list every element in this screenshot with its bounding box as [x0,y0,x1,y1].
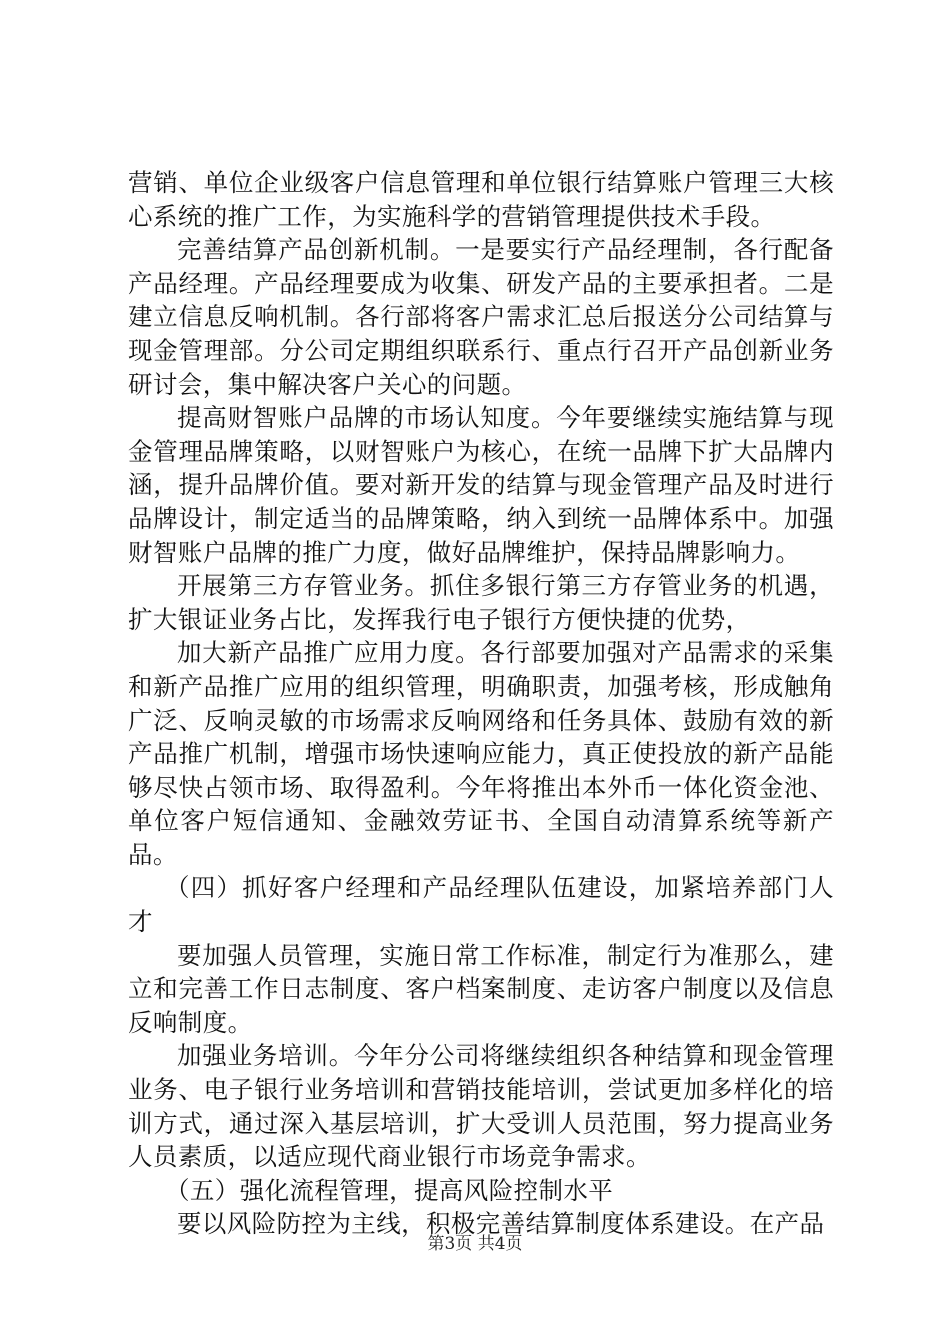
page-number-footer: 第3页 共4页 [427,1234,523,1254]
paragraph-product-innovation: 完善结算产品创新机制。一是要实行产品经理制，各行配备产品经理。产品经理要成为收集、研发产品的主要承担者。二是建立信息反响机制。各行部将客户需求汇总后报送分公司结算与现金管理部。分公司定期组织联系行、重点行召开产品创新业务研讨会，集中解决客户关心的问题。 [128,235,834,399]
paragraph-third-party-custody: 开展第三方存管业务。抓住多银行第三方存管业务的机遇，扩大银证业务占比，发挥我行电子银行方便快捷的优势， [128,571,834,634]
paragraph-risk-control: 要以风险防控为主线，积极完善结算制度体系建设。在产品 [177,1209,825,1239]
paragraph-continuation: 营销、单位企业级客户信息管理和单位银行结算账户管理三大核心系统的推广工作，为实施科学的营销管理提供技术手段。 [128,168,834,231]
paragraph-new-product-promotion: 加大新产品推广应用力度。各行部要加强对产品需求的采集和新产品推广应用的组织管理，明确职责，加强考核，形成触角广泛、反响灵敏的市场需求反响网络和任务具体、鼓励有效的新产品推广机制，增强市场快速响应能力，真正使投放的新产品能够尽快占领市场、取得盈利。今年将推出本外币一体化资金池、单位客户短信通知、金融效劳证书、全国自动清算系统等新产品。 [128,638,834,869]
document-body [128,166,834,1241]
paragraph-staff-management: 要加强人员管理，实施日常工作标准，制定行为准那么，建立和完善工作日志制度、客户档案制度、走访客户制度以及信息反响制度。 [128,940,834,1037]
section-heading-4: （四）抓好客户经理和产品经理队伍建设，加紧培养部门人才 [128,873,834,937]
paragraph-training: 加强业务培训。今年分公司将继续组织各种结算和现金管理业务、电子银行业务培训和营销技能培训，尝试更加多样化的培训方式，通过深入基层培训，扩大受训人员范围，努力提高业务人员素质，以适应现代商业银行市场竞争需求。 [128,1041,834,1172]
paragraph-brand-awareness: 提高财智账户品牌的市场认知度。今年要继续实施结算与现金管理品牌策略，以财智账户为核心，在统一品牌下扩大品牌内涵，提升品牌价值。要对新开发的结算与现金管理产品及时进行品牌设计，制定适当的品牌策略，纳入到统一品牌体系中。加强财智账户品牌的推广力度，做好品牌维护，保持品牌影响力。 [128,403,834,567]
section-heading-5: （五）强化流程管理，提高风险控制水平 [165,1175,614,1205]
